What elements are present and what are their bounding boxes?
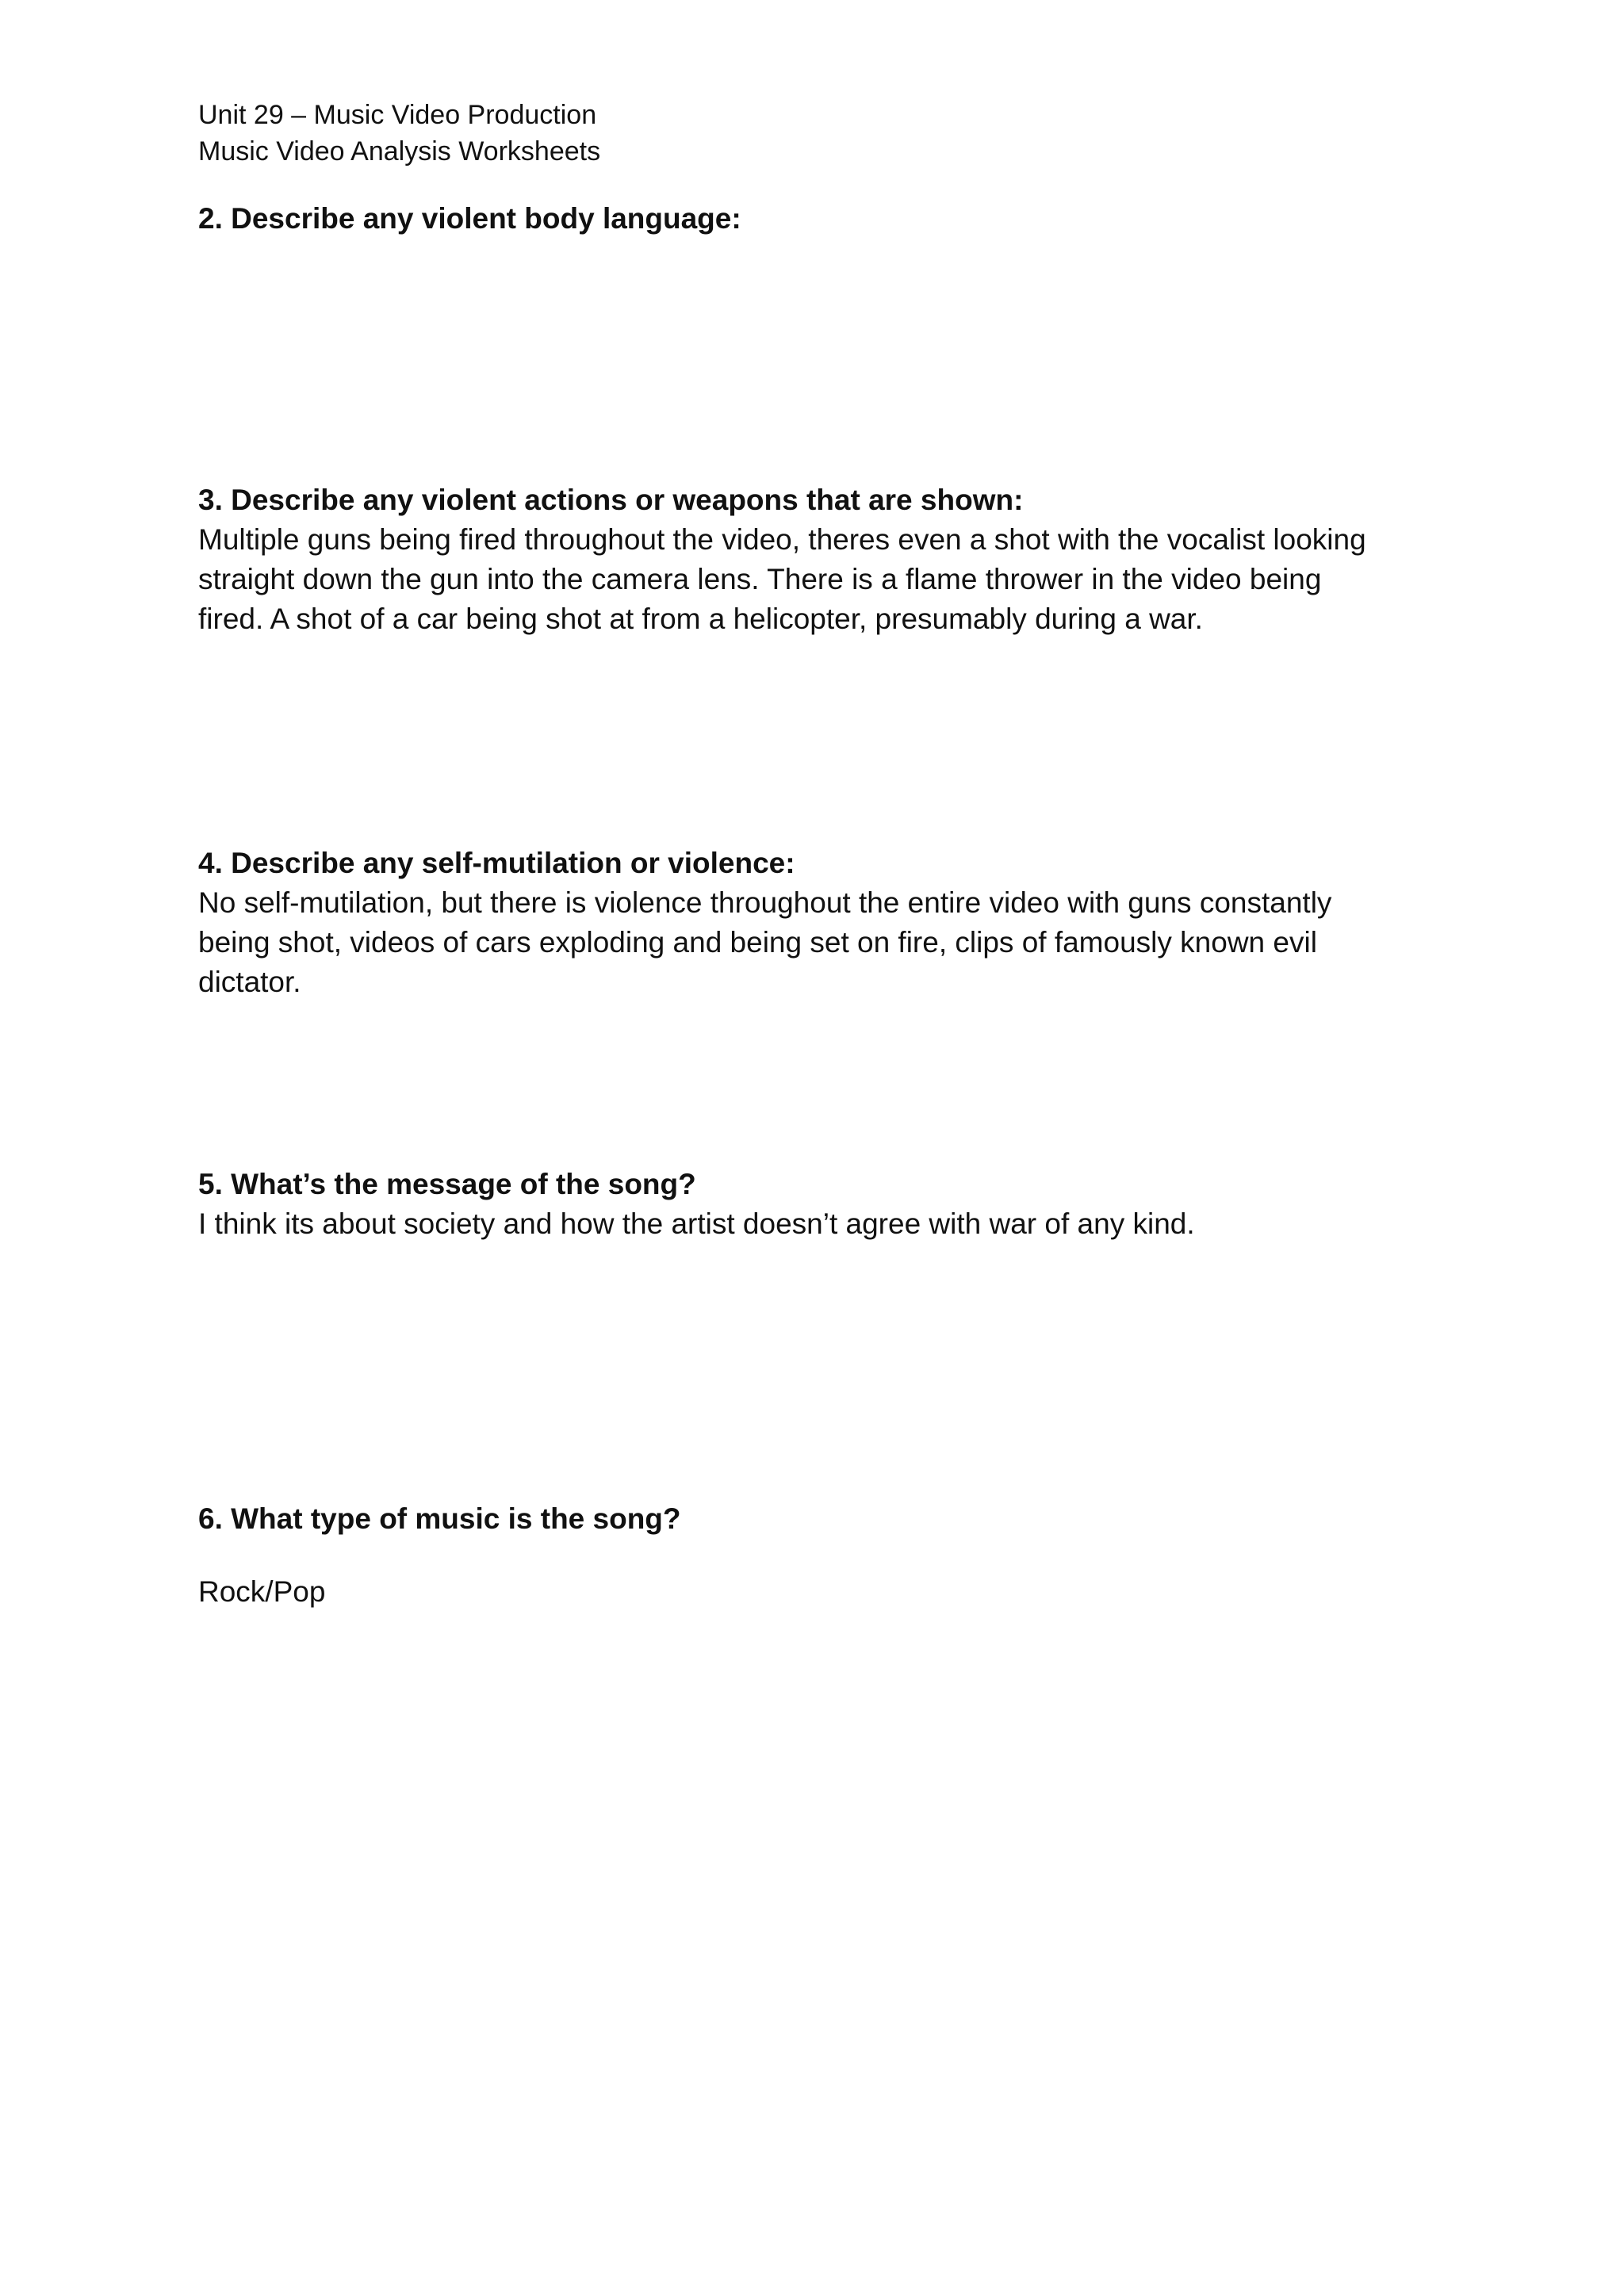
answer-line: fired. A shot of a car being shot at from a helicopter, presumably during a war. [198,603,1203,635]
worksheet-title: Music Video Analysis Worksheets [198,136,601,166]
question-6 [198,1499,1435,1612]
question-4 [198,844,1435,1002]
question-4-title: 4. Describe any self-mutilation or violence: [198,847,795,879]
question-5-answer [198,1204,1435,1244]
answer-line: Rock/Pop [198,1575,326,1608]
answer-line: No self-mutilation, but there is violence throughout the entire video with guns constantly [198,886,1332,919]
question-3 [198,480,1435,639]
answer-line: straight down the gun into the camera lens. There is a flame thrower in the video being [198,563,1322,595]
answer-line: I think its about society and how the artist doesn’t agree with war of any kind. [198,1207,1195,1240]
question-4-answer [198,883,1435,1002]
answer-line: dictator. [198,966,301,998]
question-3-answer [198,520,1435,639]
unit-title: Unit 29 – Music Video Production [198,100,597,130]
question-3-title: 3. Describe any violent actions or weapons that are shown: [198,484,1024,516]
question-6-answer [198,1572,1435,1612]
question-2 [198,199,1435,239]
question-5-title: 5. What’s the message of the song? [198,1168,696,1200]
answer-line: being shot, videos of cars exploding and being set on fire, clips of famously known evil [198,926,1317,959]
question-5 [198,1165,1435,1244]
question-6-title: 6. What type of music is the song? [198,1502,681,1535]
question-2-title: 2. Describe any violent body language: [198,202,741,235]
answer-line: Multiple guns being fired throughout the video, theres even a shot with the vocalist looking [198,523,1366,556]
